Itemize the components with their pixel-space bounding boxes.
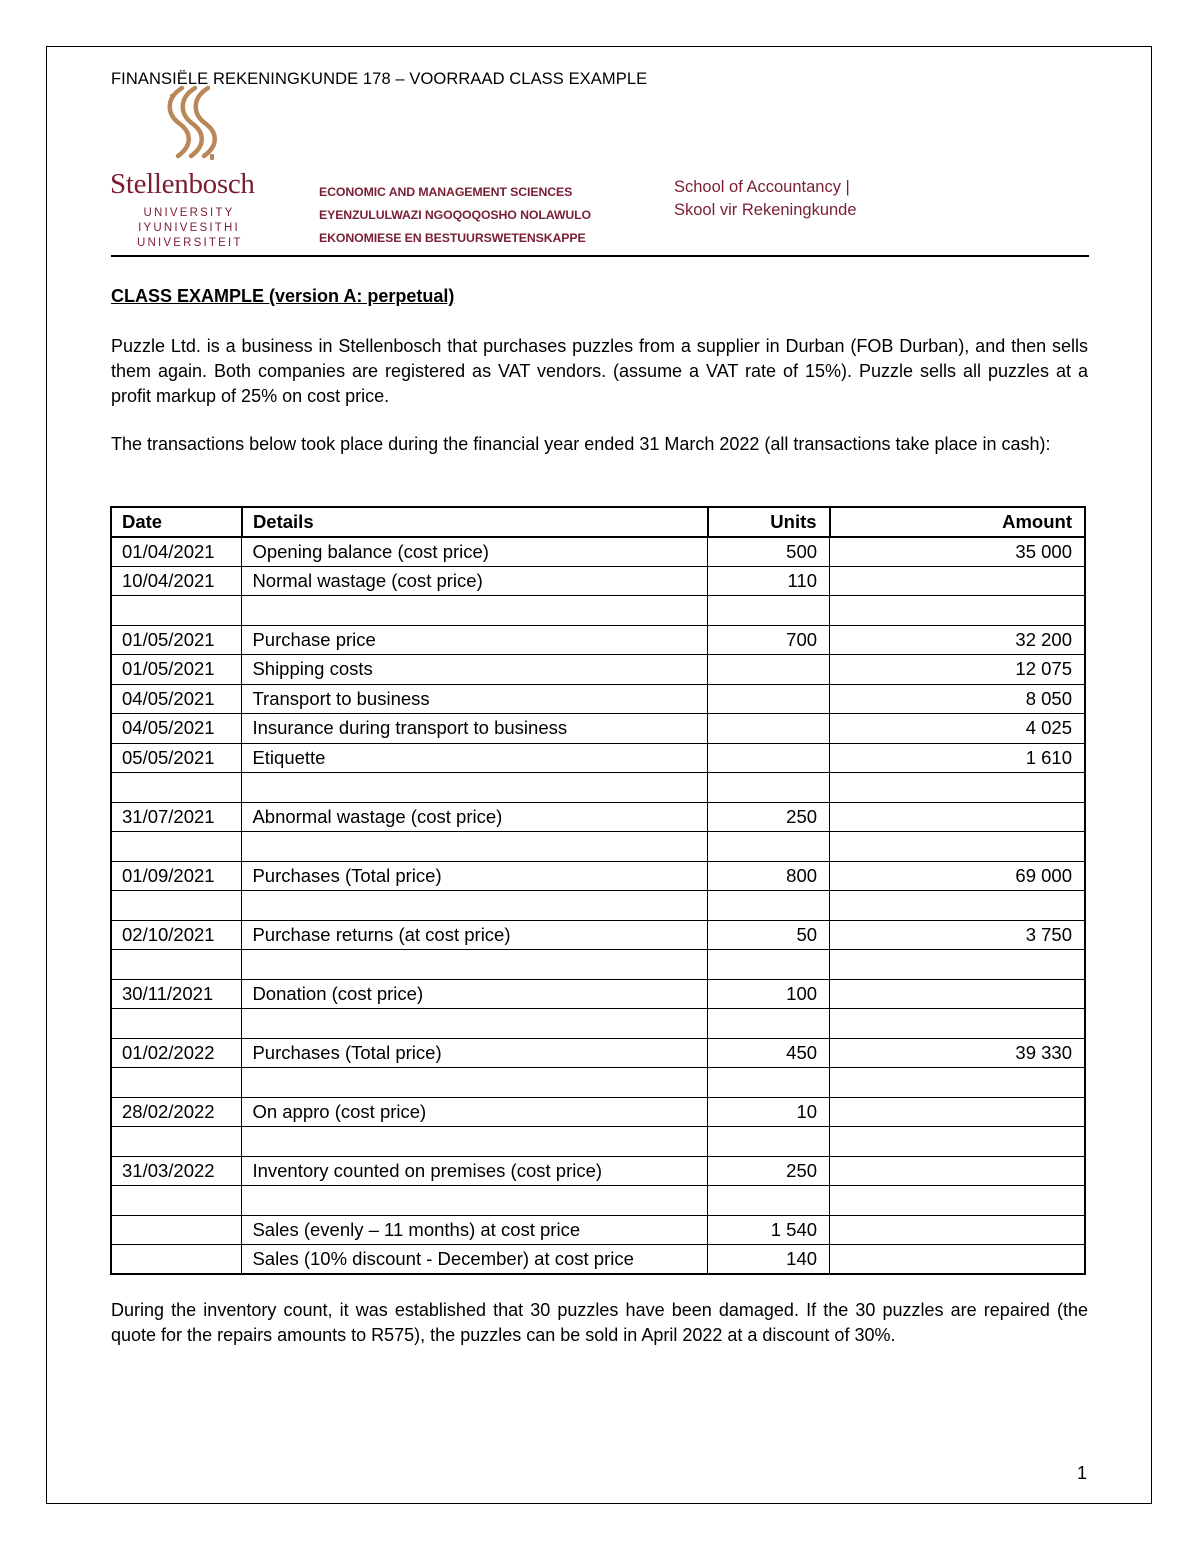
page-number: 1 (1077, 1463, 1088, 1483)
header-units: Units (708, 507, 830, 537)
cell-date (111, 832, 242, 862)
cell-units: 140 (708, 1245, 830, 1275)
cell-details (242, 1127, 708, 1157)
school-name-en: School of Accountancy | (674, 178, 850, 196)
cell-amount: 4 025 (830, 714, 1085, 744)
transactions-intro-paragraph: The transactions below took place during the financial year ended 31 March 2022 (all transactions take place in cash): (111, 434, 1051, 454)
cell-date (111, 950, 242, 980)
cell-amount (830, 832, 1085, 862)
cell-date (111, 1127, 242, 1157)
cell-details: Purchase returns (at cost price) (242, 920, 708, 950)
cell-amount: 39 330 (830, 1038, 1085, 1068)
table-row (111, 625, 1085, 655)
cell-units (708, 773, 830, 803)
table-row (111, 891, 1085, 921)
cell-details: Purchases (Total price) (242, 1038, 708, 1068)
cell-date: 10/04/2021 (111, 566, 242, 596)
cell-units (708, 684, 830, 714)
cell-amount (830, 1215, 1085, 1245)
university-name-xh: IYUNIVESITHI (138, 222, 240, 234)
cell-details: Etiquette (242, 743, 708, 773)
cell-units (708, 655, 830, 685)
cell-amount: 3 750 (830, 920, 1085, 950)
cell-amount: 1 610 (830, 743, 1085, 773)
transactions-table (110, 506, 1086, 1275)
cell-details: Purchase price (242, 625, 708, 655)
cell-amount: 35 000 (830, 537, 1085, 567)
cell-units: 110 (708, 566, 830, 596)
cell-amount (830, 1127, 1085, 1157)
school-name (674, 176, 857, 222)
cell-date: 01/05/2021 (111, 655, 242, 685)
cell-units: 800 (708, 861, 830, 891)
table-row (111, 1186, 1085, 1216)
cell-details: Inventory counted on premises (cost price) (242, 1156, 708, 1186)
cell-details: Purchases (Total price) (242, 861, 708, 891)
table-header-row (111, 507, 1085, 537)
cell-details: On appro (cost price) (242, 1097, 708, 1127)
section-title: CLASS EXAMPLE (version A: perpetual) (111, 286, 455, 306)
cell-units: 500 (708, 537, 830, 567)
cell-date: 31/07/2021 (111, 802, 242, 832)
cell-units (708, 1068, 830, 1098)
university-name-en: UNIVERSITY (143, 207, 235, 219)
table-row (111, 1068, 1085, 1098)
cell-amount (830, 891, 1085, 921)
cell-details: Sales (evenly – 11 months) at cost price (242, 1215, 708, 1245)
table-row (111, 861, 1085, 891)
table-row (111, 979, 1085, 1009)
cell-units (708, 950, 830, 980)
cell-date (111, 773, 242, 803)
cell-date (111, 1068, 242, 1098)
cell-units: 700 (708, 625, 830, 655)
school-name-af: Skool vir Rekeningkunde (674, 201, 857, 219)
cell-date: 02/10/2021 (111, 920, 242, 950)
cell-details: Sales (10% discount - December) at cost price (242, 1245, 708, 1275)
cell-details: Shipping costs (242, 655, 708, 685)
cell-amount: 12 075 (830, 655, 1085, 685)
cell-amount (830, 1156, 1085, 1186)
cell-details (242, 596, 708, 626)
faculty-name-en: ECONOMIC AND MANAGEMENT SCIENCES (319, 185, 573, 199)
university-wordmark: Stellenbosch (110, 168, 255, 200)
cell-details (242, 773, 708, 803)
table-row (111, 1156, 1085, 1186)
cell-amount: 8 050 (830, 684, 1085, 714)
table-row (111, 773, 1085, 803)
table-row (111, 537, 1085, 567)
table-row (111, 655, 1085, 685)
cell-amount (830, 566, 1085, 596)
cell-amount: 32 200 (830, 625, 1085, 655)
table-row (111, 920, 1085, 950)
cell-date: 01/05/2021 (111, 625, 242, 655)
table-row (111, 1097, 1085, 1127)
intro-paragraph: Puzzle Ltd. is a business in Stellenbosch that purchases puzzles from a supplier in Durban (FOB Durban), and then sells them again. Both companies are registered as VAT vendors. (assume a VAT rate of 15%). Puzzle sells all puzzles at a profit markup of 25% on cost price. (111, 336, 1088, 406)
cell-units: 1 540 (708, 1215, 830, 1245)
running-header: FINANSIËLE REKENINGKUNDE 178 – VOORRAAD CLASS EXAMPLE (111, 70, 648, 88)
cell-date: 31/03/2022 (111, 1156, 242, 1186)
university-name-lines (137, 206, 241, 251)
cell-date (111, 891, 242, 921)
cell-units: 250 (708, 1156, 830, 1186)
cell-details: Abnormal wastage (cost price) (242, 802, 708, 832)
cell-date: 01/04/2021 (111, 537, 242, 567)
table-row (111, 950, 1085, 980)
header-amount: Amount (830, 507, 1085, 537)
cell-amount (830, 950, 1085, 980)
cell-date: 05/05/2021 (111, 743, 242, 773)
table-row (111, 743, 1085, 773)
header-date: Date (111, 507, 242, 537)
cell-units: 250 (708, 802, 830, 832)
cell-details (242, 1009, 708, 1039)
table-row (111, 1038, 1085, 1068)
table-row (111, 1215, 1085, 1245)
cell-units (708, 1127, 830, 1157)
cell-date: 01/09/2021 (111, 861, 242, 891)
header-details: Details (242, 507, 708, 537)
faculty-name-xh: EYENZULULWAZI NGOQOQOSHO NOLAWULO (319, 208, 592, 222)
cell-date: 30/11/2021 (111, 979, 242, 1009)
table-row (111, 1127, 1085, 1157)
table-row (111, 566, 1085, 596)
cell-amount (830, 1009, 1085, 1039)
cell-details (242, 832, 708, 862)
cell-amount (830, 802, 1085, 832)
cell-units (708, 714, 830, 744)
table-row (111, 684, 1085, 714)
cell-units (708, 596, 830, 626)
table-row (111, 1245, 1085, 1275)
cell-details: Transport to business (242, 684, 708, 714)
table-row (111, 802, 1085, 832)
cell-details (242, 950, 708, 980)
university-name-af: UNIVERSITEIT (137, 237, 243, 249)
cell-amount (830, 773, 1085, 803)
cell-units (708, 832, 830, 862)
cell-units: 50 (708, 920, 830, 950)
cell-details: Insurance during transport to business (242, 714, 708, 744)
cell-date: 04/05/2021 (111, 684, 242, 714)
cell-units (708, 743, 830, 773)
table-row (111, 714, 1085, 744)
faculty-name (319, 181, 591, 250)
cell-units (708, 1186, 830, 1216)
cell-date (111, 1009, 242, 1039)
university-logo-icon (162, 84, 222, 168)
cell-date (111, 1215, 242, 1245)
cell-date: 04/05/2021 (111, 714, 242, 744)
cell-details: Donation (cost price) (242, 979, 708, 1009)
cell-amount (830, 979, 1085, 1009)
table-row (111, 1009, 1085, 1039)
cell-details (242, 891, 708, 921)
cell-amount: 69 000 (830, 861, 1085, 891)
cell-details (242, 1068, 708, 1098)
cell-date: 28/02/2022 (111, 1097, 242, 1127)
cell-units (708, 1009, 830, 1039)
cell-date: 01/02/2022 (111, 1038, 242, 1068)
table-row (111, 596, 1085, 626)
cell-amount (830, 1186, 1085, 1216)
cell-units (708, 891, 830, 921)
cell-date (111, 1245, 242, 1275)
cell-date (111, 1186, 242, 1216)
table-row (111, 832, 1085, 862)
table-body (111, 537, 1085, 1275)
cell-units: 10 (708, 1097, 830, 1127)
cell-amount (830, 1068, 1085, 1098)
cell-details (242, 1186, 708, 1216)
faculty-name-af: EKONOMIESE EN BESTUURSWETENSKAPPE (319, 231, 586, 245)
header-divider (111, 255, 1089, 257)
cell-date (111, 596, 242, 626)
cell-details: Opening balance (cost price) (242, 537, 708, 567)
closing-paragraph: During the inventory count, it was established that 30 puzzles have been damaged. If the 30 puzzles are repaired (the quote for the repairs amounts to R575), the puzzles can be sold in April 2022 at a discount of 30%. (111, 1300, 1088, 1345)
cell-units: 100 (708, 979, 830, 1009)
cell-amount (830, 1245, 1085, 1275)
cell-amount (830, 596, 1085, 626)
cell-amount (830, 1097, 1085, 1127)
cell-units: 450 (708, 1038, 830, 1068)
cell-details: Normal wastage (cost price) (242, 566, 708, 596)
